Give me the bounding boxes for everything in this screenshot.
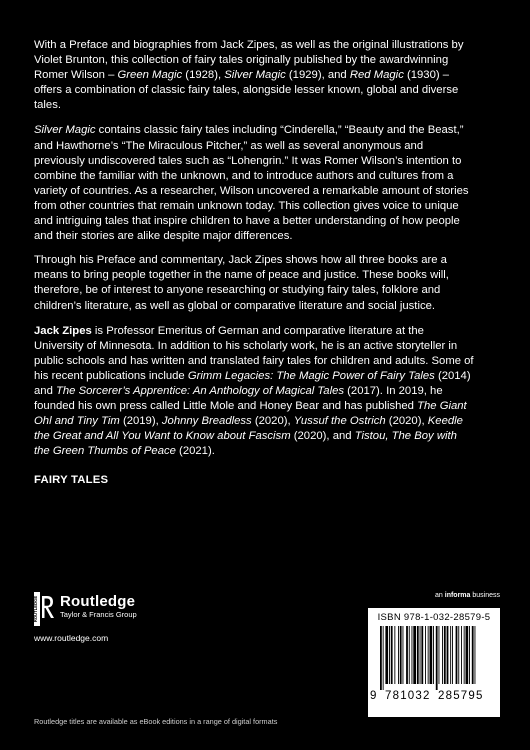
book-title: Silver Magic — [34, 124, 96, 137]
text-run: (1928), — [182, 69, 225, 82]
barcode-icon — [380, 626, 494, 690]
text-run: (2020), — [385, 415, 428, 428]
publisher-logo — [34, 592, 137, 626]
barcode-bar — [409, 626, 410, 684]
barcode-bar — [421, 626, 423, 684]
barcode-bar — [385, 626, 388, 684]
back-cover-text — [34, 38, 474, 489]
text-run: an — [435, 592, 445, 599]
barcode-bar — [420, 626, 421, 684]
publisher-group: Taylor & Francis Group — [60, 610, 137, 619]
barcode-bar — [436, 626, 438, 690]
barcode-bar — [403, 626, 404, 684]
barcode-digit-group-2: 285795 — [438, 690, 484, 702]
book-title: Johnny Breadless — [161, 415, 252, 428]
author-name: Jack Zipes — [34, 324, 92, 337]
barcode-digit-prefix: 9 — [370, 690, 377, 702]
routledge-logo-icon — [34, 592, 56, 626]
barcode-bar — [430, 626, 433, 684]
barcode-bar — [433, 626, 434, 684]
barcode-bar — [458, 626, 459, 684]
book-title: Keedle the Great and All You Want to Know about Fascism — [34, 415, 463, 443]
barcode-bar — [472, 626, 474, 684]
barcode-bar — [444, 626, 446, 684]
barcode-bar — [439, 626, 440, 684]
logo-side-text: ROUTLEDGE — [33, 595, 38, 623]
text-run: (2021). — [175, 445, 215, 458]
informa-business-label — [435, 592, 500, 599]
barcode-bar — [383, 626, 384, 690]
publisher-wordmark — [60, 592, 137, 620]
blurb-paragraph-2 — [34, 123, 474, 244]
book-title: The Giant Ohl and Tiny Tim — [34, 400, 467, 428]
book-title: Yussuf the Ostrich — [293, 415, 386, 428]
text-run: is Professor Emeritus of German and comparative literature at the University of Minnesota. In addition to his scholarly work, he is an active storyteller in public schools and has written and translated fairy tales for children and adults. Some of his recent publications include — [34, 324, 474, 382]
barcode-bar — [398, 626, 399, 684]
barcode-bar — [406, 626, 408, 684]
barcode-bar — [456, 626, 458, 684]
barcode-bar — [469, 626, 470, 684]
isbn-barcode — [368, 608, 500, 717]
blurb-paragraph-3: Through his Preface and commentary, Jack Zipes shows how all three books are a means to bring people together in the name of peace and justice. These books will, therefore, be of interest to anyone researching or studying fairy tales, folklore and children’s literature, as well as global or comparative literature and social justice. — [34, 254, 449, 312]
book-title: Grimm Legacies: The Magic Power of Fairy Tales — [187, 369, 435, 382]
barcode-bar — [391, 626, 393, 684]
barcode-bar — [461, 626, 462, 684]
barcode-bar — [466, 626, 469, 684]
text-run: (1929), and — [285, 69, 350, 82]
text-run: (2017). In 2019, he founded his own press called Little Mole and Honey Bear and has published — [34, 384, 443, 413]
barcode-bar — [394, 626, 395, 684]
barcode-bar — [475, 626, 476, 684]
text-run: (2019), — [119, 415, 162, 428]
informa-brand: informa — [444, 592, 471, 599]
barcode-bar — [380, 626, 382, 690]
book-title: Tistou, The Boy with the Green Thumbs of Peace — [34, 430, 457, 458]
book-title: Green Magic — [117, 69, 183, 82]
book-title: The Sorcerer’s Apprentice: An Anthology of Magical Tales — [56, 384, 345, 397]
text-run: (2014) and — [34, 369, 471, 397]
barcode-bar — [450, 626, 451, 684]
ebook-note: Routledge titles are available as eBook editions in a range of digital formats — [34, 717, 278, 726]
barcode-bar — [400, 626, 402, 684]
category-label: FAIRY TALES — [34, 474, 109, 487]
barcode-bar — [413, 626, 416, 684]
book-title: Red Magic — [349, 69, 404, 82]
barcode-bar — [442, 626, 443, 684]
barcode-bar — [464, 626, 465, 684]
barcode-bar — [428, 626, 429, 684]
barcode-bar — [447, 626, 449, 684]
text-run: (2020), and — [290, 430, 355, 443]
isbn-label: ISBN 978-1-032-28579-5 — [377, 612, 491, 623]
text-run: (1930) – offers a combination of classic fairy tales, alongside lesser known, global and diverse tales. — [34, 69, 459, 112]
blurb-paragraph-1 — [34, 38, 474, 113]
text-run: business — [470, 592, 500, 599]
author-bio — [34, 324, 474, 460]
barcode-bar — [417, 626, 419, 684]
barcode-bar — [425, 626, 426, 684]
publisher-name: Routledge — [60, 593, 136, 610]
publisher-website[interactable]: www.routledge.com — [34, 633, 109, 643]
text-run: contains classic fairy tales including “Cinderella,” “Beauty and the Beast,” and Hawthorne’s “The Miraculous Pitcher,” as well as several anonymous and previously undiscovered tales such as “Lohengrin.” It was Romer Wilson’s intention to combine the familiar with the unknown, and to introduce authors and cultures from a variety of countries. As a researcher, Wilson uncovered a remarkable amount of stories from other countries that remain unknown today. This collection gives voice to unique and intriguing tales that inspire children to have a better understanding of how people and their stories are alike despite major differences. — [34, 124, 469, 243]
barcode-bar — [452, 626, 453, 684]
text-run: With a Preface and biographies from Jack Zipes, as well as the original illustrations by Violet Brunton, this collection of fairy tales originally published by the awardwinning Romer Wilson – — [34, 39, 464, 82]
text-run: (2020), — [251, 415, 294, 428]
barcode-bar — [412, 626, 413, 684]
barcode-digit-group-1: 781032 — [385, 690, 431, 702]
barcode-bar — [389, 626, 390, 684]
book-title: Silver Magic — [224, 69, 286, 82]
